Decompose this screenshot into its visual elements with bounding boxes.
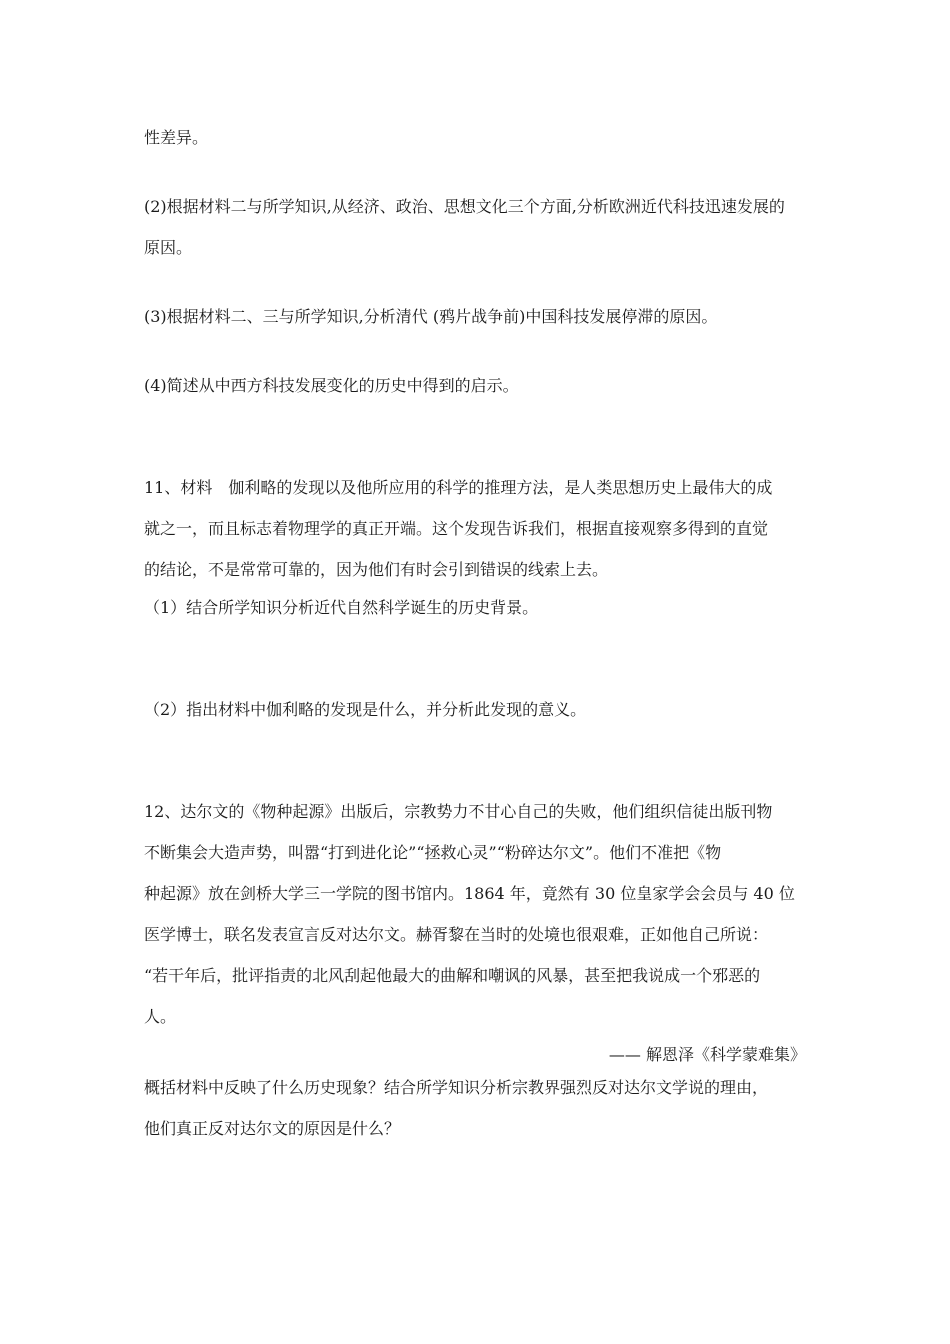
- q12-material-line3: 种起源》放在剑桥大学三一学院的图书馆内。1864 年，竟然有 30 位皇家学会会员与 40 位: [144, 884, 795, 903]
- q12-material-line2: 不断集会大造声势，叫嚣“打到进化论”“拯救心灵”“粉碎达尔文”。他们不准把《物: [144, 843, 722, 862]
- q11-material-line3: 的结论，不是常常可靠的，因为他们有时会引到错误的线索上去。: [144, 560, 609, 579]
- q12-source-citation: —— 解恩泽《科学蒙难集》: [608, 1045, 806, 1064]
- q12-question-line1: 概括材料中反映了什么历史现象？结合所学知识分析宗教界强烈反对达尔文学说的理由，: [144, 1078, 769, 1097]
- q11-material-line2: 就之一，而且标志着物理学的真正开端。这个发现告诉我们，根据直接观察多得到的直觉: [144, 519, 769, 538]
- q10-part2-line2: 原因。: [144, 238, 193, 257]
- q12-material-line4: 医学博士，联名发表宣言反对达尔文。赫胥黎在当时的处境也很艰难，正如他自己所说：: [144, 925, 769, 944]
- q12-material-line6: 人。: [144, 1007, 177, 1026]
- q10-text-tail: 性差异。: [144, 128, 209, 147]
- q11-subquestion-1: （1）结合所学知识分析近代自然科学诞生的历史背景。: [144, 598, 539, 617]
- q12-material-line1: 12、达尔文的《物种起源》出版后，宗教势力不甘心自己的失败，他们组织信徒出版刊物: [144, 802, 773, 821]
- q12-material-line5: “若干年后，批评指责的北风刮起他最大的曲解和嘲讽的风暴，甚至把我说成一个邪恶的: [144, 966, 761, 985]
- q10-part2-line1: (2)根据材料二与所学知识,从经济、政治、思想文化三个方面,分析欧洲近代科技迅速发展的: [144, 197, 785, 216]
- q12-question-line2: 他们真正反对达尔文的原因是什么？: [144, 1119, 401, 1138]
- q10-part3: (3)根据材料二、三与所学知识,分析清代 (鸦片战争前)中国科技发展停滞的原因。: [144, 307, 718, 326]
- q11-material-line1: 11、材料 伽利略的发现以及他所应用的科学的推理方法，是人类思想历史上最伟大的成: [144, 478, 773, 497]
- q11-subquestion-2: （2）指出材料中伽利略的发现是什么，并分析此发现的意义。: [144, 700, 587, 719]
- q10-part4: (4)简述从中西方科技发展变化的历史中得到的启示。: [144, 376, 519, 395]
